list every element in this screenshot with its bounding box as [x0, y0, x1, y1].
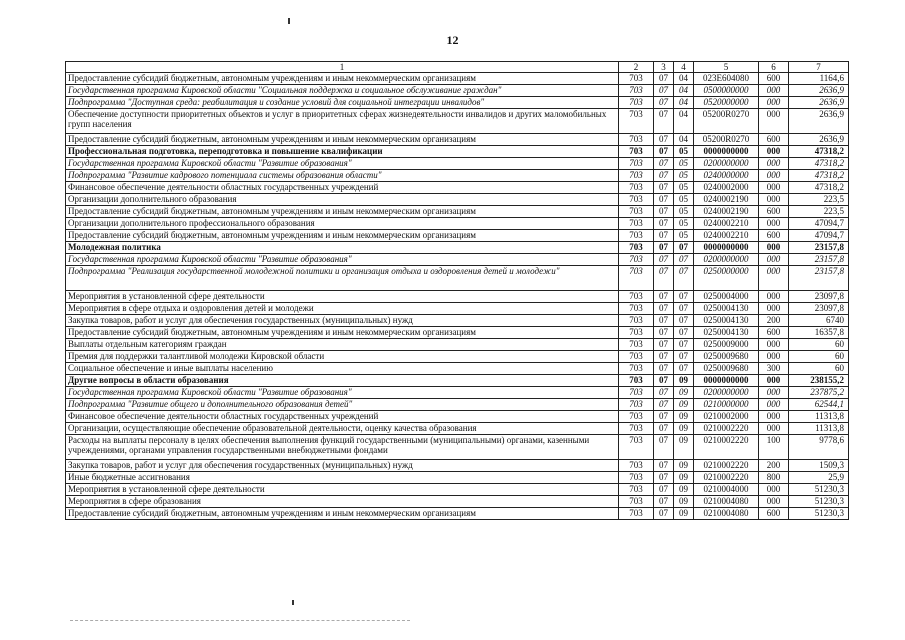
- table-header-row: [66, 62, 849, 73]
- row-value-cell: 07: [654, 194, 674, 206]
- row-value-cell: 09: [674, 484, 694, 496]
- row-value-cell: 07: [654, 242, 674, 254]
- row-value-cell: 09: [674, 411, 694, 423]
- row-value-cell: 0500000000: [694, 85, 759, 97]
- row-value-cell: 703: [619, 158, 654, 170]
- row-value-cell: 23157,8: [789, 266, 849, 291]
- row-value-cell: 60: [789, 339, 849, 351]
- row-value-cell: 07: [654, 85, 674, 97]
- row-value-cell: 703: [619, 472, 654, 484]
- table-row: [66, 327, 849, 339]
- row-value-cell: 07: [654, 387, 674, 399]
- row-value-cell: 2636,9: [789, 97, 849, 109]
- row-value-cell: 200: [759, 460, 789, 472]
- row-value-cell: 1509,3: [789, 460, 849, 472]
- row-value-cell: 000: [759, 387, 789, 399]
- row-value-cell: 0200000000: [694, 387, 759, 399]
- row-value-cell: 07: [654, 291, 674, 303]
- row-value-cell: 07: [654, 266, 674, 291]
- table-row: [66, 194, 849, 206]
- row-name-cell: Подпрограмма "Доступная среда: реабилитация и создание условий для социальной интеграции инвалидов": [66, 97, 619, 109]
- row-value-cell: 703: [619, 266, 654, 291]
- row-value-cell: 07: [674, 327, 694, 339]
- row-value-cell: 703: [619, 146, 654, 158]
- row-value-cell: 0000000000: [694, 242, 759, 254]
- row-value-cell: 07: [674, 363, 694, 375]
- row-value-cell: 2636,9: [789, 109, 849, 134]
- table-row: [66, 484, 849, 496]
- row-value-cell: 07: [654, 109, 674, 134]
- row-value-cell: 0250004130: [694, 315, 759, 327]
- row-value-cell: 800: [759, 472, 789, 484]
- row-value-cell: 703: [619, 206, 654, 218]
- row-value-cell: 05: [674, 158, 694, 170]
- row-value-cell: 0210002000: [694, 411, 759, 423]
- row-value-cell: 0250004000: [694, 291, 759, 303]
- row-value-cell: 07: [654, 158, 674, 170]
- row-name-cell: Организации дополнительного образования: [66, 194, 619, 206]
- table-row: [66, 508, 849, 520]
- row-value-cell: 000: [759, 85, 789, 97]
- row-name-cell: Мероприятия в установленной сфере деятельности: [66, 291, 619, 303]
- row-name-cell: Государственная программа Кировской области "Социальная поддержка и социальное обслуживание граждан": [66, 85, 619, 97]
- row-name-cell: Подпрограмма "Развитие кадрового потенциала системы образования области": [66, 170, 619, 182]
- row-value-cell: 703: [619, 435, 654, 460]
- row-value-cell: 07: [654, 472, 674, 484]
- row-value-cell: 237875,2: [789, 387, 849, 399]
- table-row: [66, 73, 849, 85]
- budget-table: [65, 61, 849, 520]
- row-value-cell: 703: [619, 134, 654, 146]
- row-value-cell: 07: [654, 460, 674, 472]
- row-value-cell: 05: [674, 230, 694, 242]
- row-value-cell: 07: [654, 508, 674, 520]
- row-name-cell: Предоставление субсидий бюджетным, автономным учреждениям и иным некоммерческим организациям: [66, 230, 619, 242]
- table-row: [66, 218, 849, 230]
- table-row: [66, 242, 849, 254]
- row-value-cell: 05200R0270: [694, 109, 759, 134]
- row-value-cell: 703: [619, 339, 654, 351]
- scan-mark: [292, 600, 294, 605]
- row-value-cell: 0210002220: [694, 472, 759, 484]
- table-row: [66, 230, 849, 242]
- row-value-cell: 07: [654, 97, 674, 109]
- row-value-cell: 07: [654, 423, 674, 435]
- row-name-cell: Государственная программа Кировской области "Развитие образования": [66, 387, 619, 399]
- row-name-cell: Мероприятия в установленной сфере деятельности: [66, 484, 619, 496]
- row-value-cell: 47318,2: [789, 146, 849, 158]
- table-row: [66, 435, 849, 460]
- row-value-cell: 05: [674, 170, 694, 182]
- row-value-cell: 07: [654, 375, 674, 387]
- row-value-cell: 703: [619, 508, 654, 520]
- row-value-cell: 07: [674, 303, 694, 315]
- row-name-cell: Государственная программа Кировской области "Развитие образования": [66, 254, 619, 266]
- row-name-cell: Закупка товаров, работ и услуг для обеспечения государственных (муниципальных) нужд: [66, 315, 619, 327]
- column-header: 6: [759, 62, 789, 73]
- row-value-cell: 0240002190: [694, 194, 759, 206]
- row-value-cell: 703: [619, 194, 654, 206]
- row-value-cell: 0210002220: [694, 435, 759, 460]
- row-name-cell: Мероприятия в сфере отдыха и оздоровления детей и молодежи: [66, 303, 619, 315]
- row-value-cell: 04: [674, 85, 694, 97]
- row-value-cell: 0210000000: [694, 399, 759, 411]
- row-value-cell: 000: [759, 170, 789, 182]
- row-value-cell: 000: [759, 351, 789, 363]
- row-value-cell: 0240002190: [694, 206, 759, 218]
- row-value-cell: 07: [654, 134, 674, 146]
- row-value-cell: 07: [674, 242, 694, 254]
- row-value-cell: 05: [674, 146, 694, 158]
- row-value-cell: 25,9: [789, 472, 849, 484]
- row-value-cell: 238155,2: [789, 375, 849, 387]
- row-value-cell: 0210004080: [694, 508, 759, 520]
- row-value-cell: 0210004080: [694, 496, 759, 508]
- row-value-cell: 6740: [789, 315, 849, 327]
- row-value-cell: 0240002210: [694, 218, 759, 230]
- row-value-cell: 000: [759, 158, 789, 170]
- row-value-cell: 000: [759, 291, 789, 303]
- row-value-cell: 2636,9: [789, 85, 849, 97]
- row-value-cell: 0520000000: [694, 97, 759, 109]
- row-value-cell: 0200000000: [694, 158, 759, 170]
- row-value-cell: 703: [619, 109, 654, 134]
- table-row: [66, 254, 849, 266]
- row-value-cell: 703: [619, 97, 654, 109]
- row-value-cell: 200: [759, 315, 789, 327]
- table-row: [66, 170, 849, 182]
- row-value-cell: 703: [619, 484, 654, 496]
- row-name-cell: Предоставление субсидий бюджетным, автономным учреждениям и иным некоммерческим организациям: [66, 73, 619, 85]
- row-value-cell: 703: [619, 411, 654, 423]
- row-value-cell: 07: [654, 170, 674, 182]
- row-value-cell: 07: [654, 218, 674, 230]
- row-value-cell: 09: [674, 496, 694, 508]
- row-value-cell: 11313,8: [789, 423, 849, 435]
- row-value-cell: 05: [674, 194, 694, 206]
- row-value-cell: 600: [759, 508, 789, 520]
- table-row: [66, 423, 849, 435]
- row-value-cell: 000: [759, 303, 789, 315]
- row-value-cell: 0000000000: [694, 375, 759, 387]
- table-row: [66, 182, 849, 194]
- row-value-cell: 0200000000: [694, 254, 759, 266]
- row-value-cell: 07: [654, 303, 674, 315]
- row-name-cell: Организации дополнительного профессионального образования: [66, 218, 619, 230]
- row-name-cell: Предоставление субсидий бюджетным, автономным учреждениям и иным некоммерческим организациям: [66, 508, 619, 520]
- row-value-cell: 703: [619, 291, 654, 303]
- row-value-cell: 51230,3: [789, 508, 849, 520]
- row-value-cell: 07: [654, 411, 674, 423]
- row-name-cell: Иные бюджетные ассигнования: [66, 472, 619, 484]
- row-value-cell: 47094,7: [789, 230, 849, 242]
- column-header: 2: [619, 62, 654, 73]
- row-value-cell: 000: [759, 97, 789, 109]
- row-value-cell: 703: [619, 375, 654, 387]
- row-value-cell: 703: [619, 351, 654, 363]
- row-value-cell: 000: [759, 109, 789, 134]
- row-value-cell: 000: [759, 423, 789, 435]
- row-value-cell: 05: [674, 218, 694, 230]
- row-value-cell: 000: [759, 484, 789, 496]
- row-value-cell: 16357,8: [789, 327, 849, 339]
- table-row: [66, 339, 849, 351]
- row-value-cell: 47318,2: [789, 158, 849, 170]
- row-value-cell: 000: [759, 339, 789, 351]
- row-value-cell: 0210004000: [694, 484, 759, 496]
- row-value-cell: 07: [654, 363, 674, 375]
- row-value-cell: 60: [789, 351, 849, 363]
- row-value-cell: 703: [619, 85, 654, 97]
- scan-mark: [288, 18, 290, 24]
- row-value-cell: 600: [759, 134, 789, 146]
- row-value-cell: 23097,8: [789, 291, 849, 303]
- row-value-cell: 51230,3: [789, 496, 849, 508]
- row-name-cell: Предоставление субсидий бюджетным, автономным учреждениям и иным некоммерческим организациям: [66, 134, 619, 146]
- row-name-cell: Подпрограмма "Развитие общего и дополнительного образования детей": [66, 399, 619, 411]
- row-value-cell: 09: [674, 375, 694, 387]
- row-name-cell: Молодежная политика: [66, 242, 619, 254]
- row-name-cell: Мероприятия в сфере образования: [66, 496, 619, 508]
- row-value-cell: 07: [654, 315, 674, 327]
- row-value-cell: 09: [674, 472, 694, 484]
- row-value-cell: 023E604080: [694, 73, 759, 85]
- column-header: 7: [789, 62, 849, 73]
- row-name-cell: Финансовое обеспечение деятельности областных государственных учреждений: [66, 411, 619, 423]
- row-value-cell: 703: [619, 303, 654, 315]
- row-value-cell: 0250000000: [694, 266, 759, 291]
- row-value-cell: 0240002000: [694, 182, 759, 194]
- row-value-cell: 0000000000: [694, 146, 759, 158]
- table-row: [66, 303, 849, 315]
- row-value-cell: 04: [674, 134, 694, 146]
- row-value-cell: 2636,9: [789, 134, 849, 146]
- row-value-cell: 600: [759, 327, 789, 339]
- row-value-cell: 07: [654, 206, 674, 218]
- row-value-cell: 07: [654, 339, 674, 351]
- row-name-cell: Организации, осуществляющие обеспечение образовательной деятельности, оценку качества образования: [66, 423, 619, 435]
- row-name-cell: Предоставление субсидий бюджетным, автономным учреждениям и иным некоммерческим организациям: [66, 327, 619, 339]
- row-name-cell: Социальное обеспечение и иные выплаты населению: [66, 363, 619, 375]
- row-value-cell: 000: [759, 375, 789, 387]
- table-row: [66, 97, 849, 109]
- row-value-cell: 000: [759, 496, 789, 508]
- row-value-cell: 703: [619, 363, 654, 375]
- row-name-cell: Обеспечение доступности приоритетных объектов и услуг в приоритетных сферах жизнедеятельности инвалидов и других маломобильных групп населения: [66, 109, 619, 134]
- row-value-cell: 07: [654, 182, 674, 194]
- table-row: [66, 146, 849, 158]
- row-value-cell: 47318,2: [789, 170, 849, 182]
- row-value-cell: 0250009000: [694, 339, 759, 351]
- row-value-cell: 07: [654, 496, 674, 508]
- row-value-cell: 07: [674, 315, 694, 327]
- row-value-cell: 07: [674, 339, 694, 351]
- row-value-cell: 223,5: [789, 194, 849, 206]
- row-value-cell: 000: [759, 182, 789, 194]
- row-value-cell: 703: [619, 423, 654, 435]
- table-row: [66, 206, 849, 218]
- row-value-cell: 07: [654, 73, 674, 85]
- row-value-cell: 000: [759, 194, 789, 206]
- row-name-cell: Расходы на выплаты персоналу в целях обеспечения выполнения функций государственными (муниципальными) органами, казенными учреждениями, органами управления государственными внебюджетными фондами: [66, 435, 619, 460]
- row-value-cell: 0240002210: [694, 230, 759, 242]
- row-value-cell: 09: [674, 387, 694, 399]
- row-name-cell: Финансовое обеспечение деятельности областных государственных учреждений: [66, 182, 619, 194]
- row-value-cell: 000: [759, 411, 789, 423]
- page-number: 12: [446, 33, 459, 47]
- row-value-cell: 703: [619, 460, 654, 472]
- row-name-cell: Премия для поддержки талантливой молодежи Кировской области: [66, 351, 619, 363]
- table-row: [66, 266, 849, 291]
- row-value-cell: 300: [759, 363, 789, 375]
- row-value-cell: 703: [619, 218, 654, 230]
- row-value-cell: 100: [759, 435, 789, 460]
- row-value-cell: 07: [674, 254, 694, 266]
- row-value-cell: 703: [619, 242, 654, 254]
- row-value-cell: 09: [674, 508, 694, 520]
- row-name-cell: Другие вопросы в области образования: [66, 375, 619, 387]
- row-value-cell: 703: [619, 182, 654, 194]
- row-value-cell: 600: [759, 206, 789, 218]
- row-value-cell: 0250009680: [694, 351, 759, 363]
- row-value-cell: 000: [759, 266, 789, 291]
- row-value-cell: 07: [654, 254, 674, 266]
- row-value-cell: 000: [759, 254, 789, 266]
- table-row: [66, 363, 849, 375]
- row-name-cell: Подпрограмма "Реализация государственной молодежной политики и организация отдыха и оздоровления детей и молодежи": [66, 266, 619, 291]
- row-value-cell: 47318,2: [789, 182, 849, 194]
- table-row: [66, 134, 849, 146]
- row-value-cell: 51230,3: [789, 484, 849, 496]
- row-value-cell: 703: [619, 496, 654, 508]
- table-row: [66, 291, 849, 303]
- row-value-cell: 600: [759, 73, 789, 85]
- row-value-cell: 0210002220: [694, 460, 759, 472]
- table-row: [66, 85, 849, 97]
- row-value-cell: 223,5: [789, 206, 849, 218]
- table-row: [66, 411, 849, 423]
- row-name-cell: Профессиональная подготовка, переподготовка и повышение квалификации: [66, 146, 619, 158]
- row-value-cell: 05200R0270: [694, 134, 759, 146]
- table-row: [66, 496, 849, 508]
- row-value-cell: 09: [674, 399, 694, 411]
- row-value-cell: 600: [759, 230, 789, 242]
- column-header: 4: [674, 62, 694, 73]
- row-value-cell: 703: [619, 327, 654, 339]
- row-value-cell: 23097,8: [789, 303, 849, 315]
- row-value-cell: 703: [619, 170, 654, 182]
- row-value-cell: 47094,7: [789, 218, 849, 230]
- table-row: [66, 460, 849, 472]
- column-header: 1: [66, 62, 619, 73]
- row-value-cell: 09: [674, 460, 694, 472]
- row-name-cell: Выплаты отдельным категориям граждан: [66, 339, 619, 351]
- row-value-cell: 703: [619, 399, 654, 411]
- row-value-cell: 0250004130: [694, 303, 759, 315]
- row-value-cell: 07: [674, 291, 694, 303]
- column-header: 3: [654, 62, 674, 73]
- row-value-cell: 11313,8: [789, 411, 849, 423]
- row-value-cell: 09: [674, 435, 694, 460]
- column-header: 5: [694, 62, 759, 73]
- row-value-cell: 05: [674, 206, 694, 218]
- row-value-cell: 0250009680: [694, 363, 759, 375]
- row-value-cell: 000: [759, 146, 789, 158]
- row-value-cell: 9778,6: [789, 435, 849, 460]
- row-value-cell: 07: [654, 327, 674, 339]
- table-row: [66, 109, 849, 134]
- table-row: [66, 158, 849, 170]
- row-value-cell: 04: [674, 97, 694, 109]
- table-row: [66, 375, 849, 387]
- scan-artifact: [70, 620, 410, 627]
- table-row: [66, 351, 849, 363]
- row-value-cell: 703: [619, 315, 654, 327]
- row-value-cell: 703: [619, 387, 654, 399]
- row-value-cell: 0210002220: [694, 423, 759, 435]
- table-row: [66, 472, 849, 484]
- row-value-cell: 07: [674, 266, 694, 291]
- row-value-cell: 07: [654, 435, 674, 460]
- row-value-cell: 07: [654, 351, 674, 363]
- row-value-cell: 05: [674, 182, 694, 194]
- row-value-cell: 04: [674, 109, 694, 134]
- row-value-cell: 04: [674, 73, 694, 85]
- row-value-cell: 0250004130: [694, 327, 759, 339]
- row-value-cell: 0240000000: [694, 170, 759, 182]
- row-value-cell: 000: [759, 218, 789, 230]
- row-value-cell: 23157,8: [789, 242, 849, 254]
- row-value-cell: 07: [654, 146, 674, 158]
- row-name-cell: Закупка товаров, работ и услуг для обеспечения государственных (муниципальных) нужд: [66, 460, 619, 472]
- row-name-cell: Государственная программа Кировской области "Развитие образования": [66, 158, 619, 170]
- row-value-cell: 000: [759, 399, 789, 411]
- row-value-cell: 07: [654, 484, 674, 496]
- row-value-cell: 703: [619, 230, 654, 242]
- row-value-cell: 07: [654, 230, 674, 242]
- row-value-cell: 60: [789, 363, 849, 375]
- row-value-cell: 09: [674, 423, 694, 435]
- table-row: [66, 315, 849, 327]
- row-value-cell: 703: [619, 73, 654, 85]
- row-name-cell: Предоставление субсидий бюджетным, автономным учреждениям и иным некоммерческим организациям: [66, 206, 619, 218]
- row-value-cell: 23157,8: [789, 254, 849, 266]
- row-value-cell: 07: [674, 351, 694, 363]
- row-value-cell: 000: [759, 242, 789, 254]
- row-value-cell: 703: [619, 254, 654, 266]
- row-value-cell: 1164,6: [789, 73, 849, 85]
- row-value-cell: 07: [654, 399, 674, 411]
- row-value-cell: 62544,1: [789, 399, 849, 411]
- table-row: [66, 399, 849, 411]
- table-row: [66, 387, 849, 399]
